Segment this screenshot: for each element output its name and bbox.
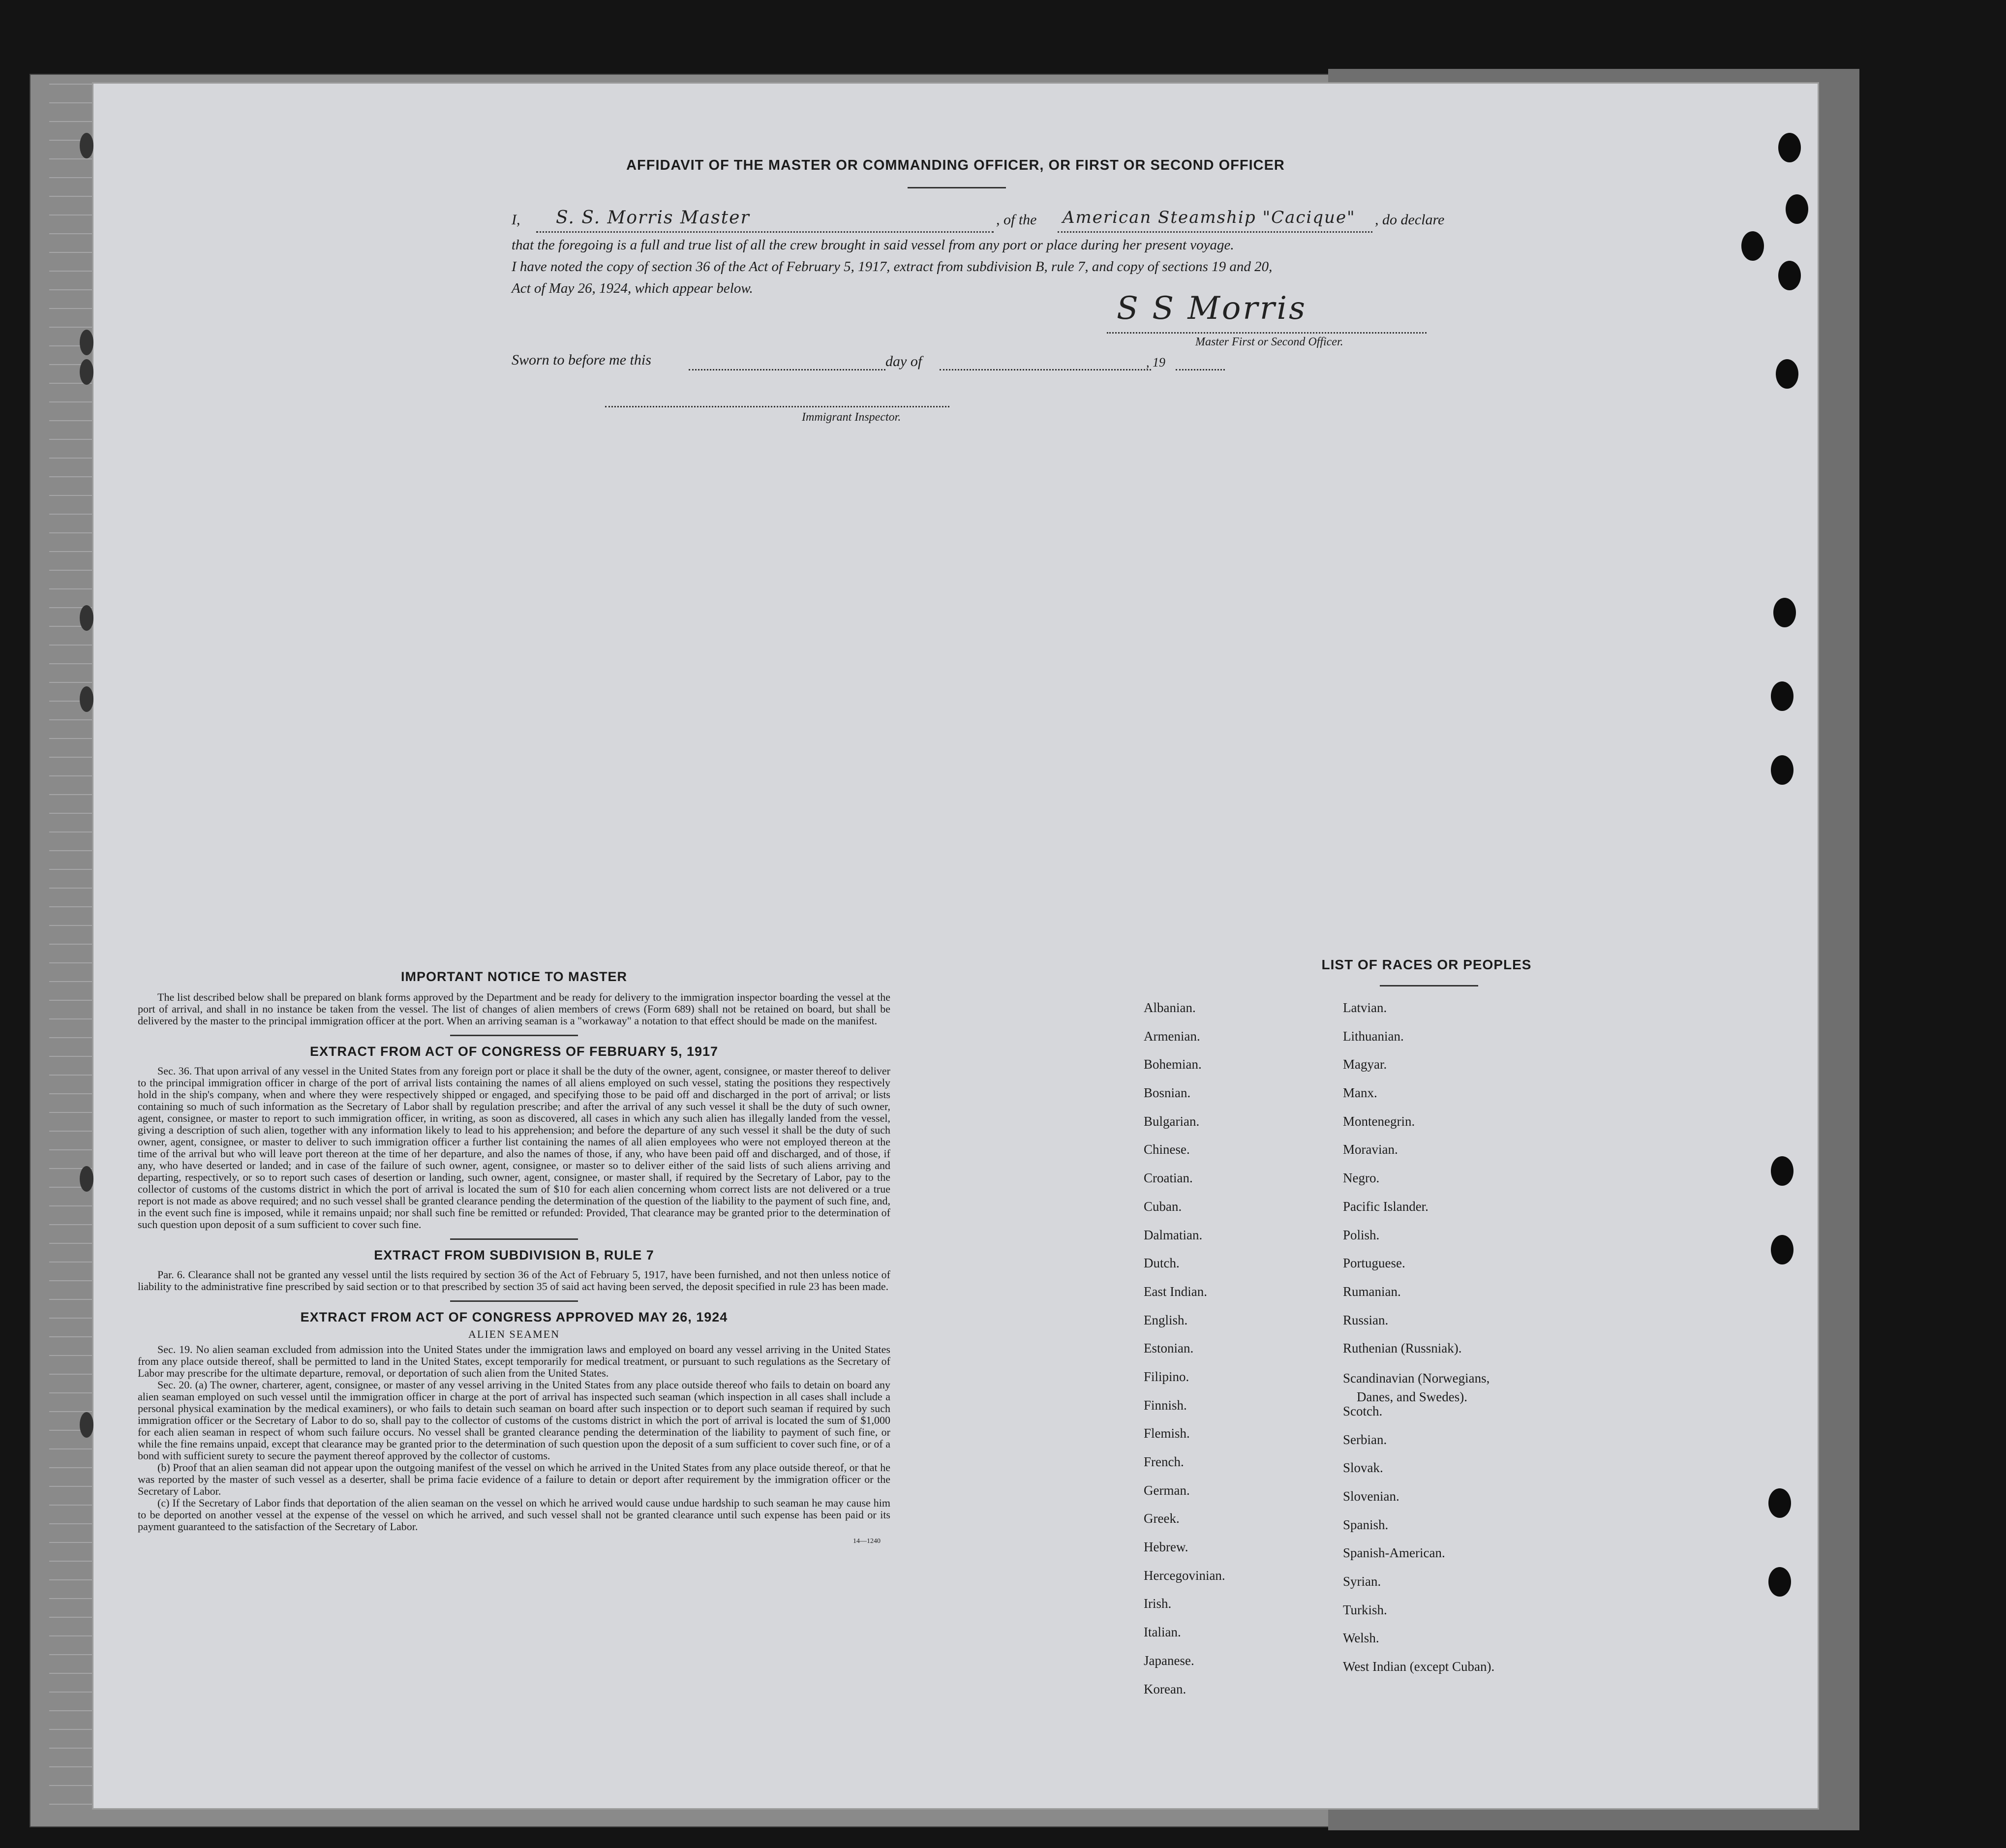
divider	[450, 1035, 578, 1036]
race-item: Spanish.	[1343, 1517, 1389, 1532]
vessel-underline	[1058, 231, 1372, 233]
vessel-name-field: American Steamship "Cacique"	[1063, 208, 1356, 227]
affidavit-line2: that the foregoing is a full and true list of all the crew brought in said vessel from any port or place during her present voyage.	[512, 237, 1234, 253]
title-divider	[908, 187, 1006, 188]
day-of-text: day of	[885, 353, 922, 370]
punch-hole	[1776, 359, 1798, 389]
race-item: English.	[1144, 1312, 1188, 1327]
extract3-sec20c: (c) If the Secretary of Labor finds that deportation of the alien seaman on the vessel on which he arrived would cause undue hardship to such seaman he may cause him to be deported on another vessel at the expense of the vessel on which he arrived, and such vessel shall not be granted clearance until such expense has been paid or its payment guaranteed to the satisfaction of the Secretary of Labor.	[138, 1497, 890, 1533]
race-item: Japanese.	[1144, 1653, 1194, 1668]
extract3-sec19: Sec. 19. No alien seaman excluded from admission into the United States under the immigration laws and employed on board any vessel arriving in the United States from any place outside thereof, shall be permitted to land in the United States, except temporarily for medical treatment, or pursuant to such regulations as the Secretary of Labor may prescribe for the ultimate departure, removal, or deportation of such alien from the United States.	[138, 1343, 890, 1379]
race-item: Cuban.	[1144, 1199, 1182, 1214]
race-item: Dalmatian.	[1144, 1227, 1203, 1242]
race-item: Serbian.	[1343, 1432, 1387, 1447]
punch-hole	[80, 359, 93, 385]
notice-title: IMPORTANT NOTICE TO MASTER	[401, 969, 627, 984]
race-item: Croatian.	[1144, 1170, 1193, 1186]
race-item: Russian.	[1343, 1312, 1389, 1327]
race-item: Polish.	[1343, 1227, 1380, 1242]
signature-caption: Master First or Second Officer.	[1195, 336, 1343, 348]
race-item: Hebrew.	[1144, 1540, 1188, 1555]
year-line	[1176, 369, 1225, 370]
punch-hole	[80, 605, 93, 631]
form-number: 14—1240	[853, 1538, 881, 1545]
race-item: Spanish-American.	[1343, 1545, 1445, 1561]
race-item: Estonian.	[1144, 1341, 1194, 1356]
races-left-column	[1144, 994, 1331, 1703]
races-title: LIST OF RACES OR PEOPLES	[1321, 957, 1532, 972]
race-item: Korean.	[1144, 1681, 1186, 1696]
punch-hole	[1771, 1235, 1793, 1264]
affidavit-line3: I have noted the copy of section 36 of the Act of February 5, 1917, extract from subdivision B, rule 7, and copy of sections 19 and 20,	[512, 259, 1273, 275]
race-item: Bosnian.	[1144, 1085, 1191, 1101]
inspector-caption: Immigrant Inspector.	[802, 411, 901, 424]
sworn-date-line	[689, 369, 885, 370]
extract2-body: Par. 6. Clearance shall not be granted any vessel until the lists required by section 36 of the Act of February 5, 1917, have been furnished, and not then unless notice of liability to the administrative fine prescribed by said section or to that prescribed by section 35 of said act having been served, the deposit specified in rule 23 has been made.	[138, 1268, 890, 1293]
race-item: Chinese.	[1144, 1142, 1190, 1157]
race-item: Rumanian.	[1343, 1284, 1401, 1299]
punch-hole	[1741, 231, 1764, 261]
races-right-column	[1343, 994, 1638, 1681]
race-item: French.	[1144, 1454, 1184, 1469]
race-item: Portuguese.	[1343, 1256, 1405, 1271]
race-item: Montenegrin.	[1343, 1113, 1415, 1129]
punch-hole	[1773, 598, 1796, 627]
race-item: Danes, and Swedes).	[1357, 1389, 1467, 1404]
race-item: Albanian.	[1144, 1000, 1196, 1015]
master-name-underline	[536, 231, 994, 233]
race-item: Syrian.	[1343, 1574, 1381, 1589]
extract1-body: Sec. 36. That upon arrival of any vessel in the United States from any foreign port or place it shall be the duty of the owner, agent, consignee, or master thereof to deliver to the principal immigration officer in charge of the port of arrival lists containing the names of all aliens employed on such vessel, stating the positions they respectively hold in the ship's company, when and where they were respectively shipped or engaged, and specifying those to be paid off and discharged in the port of arrival; or lists containing so much of such information as the Secretary of Labor shall by regulation prescribe; and after the arrival of any such vessel it shall be the duty of such owner, agent, consignee, or master to report to such immigration officer, in writing, as soon as discovered, all cases in which any such alien has illegally landed from the vessel, giving a description of such alien, together with any information likely to lead to his apprehension; and before the departure of any such vessel it shall be the duty of such owner, agent, consignee, or master to deliver to such immigration officer a further list containing the names of all alien employees who were not employed thereon at the time of the arrival but who will leave port thereon at the time of her departure, and also the names of those, if any, who have been paid off and discharged, and of those, if any, who have deserted or landed; and in case of the failure of such owner, agent, consignee, or master so to deliver either of the said lists of such aliens arriving and departing, respectively, or so to report such cases of desertion or landing, such owner, agent, consignee, or master shall, if required by the Secretary of Labor, pay to the collector of customs of the customs district in which the port of arrival is located the sum of $10 for each alien concerning whom correct lists are not delivered or a true report is not made as above required; and no such vessel shall be granted clearance pending the determination of the question of the liability to the payment of such fine, and, in the event such fine is imposed, while it remains unpaid; nor shall such fine be remitted or refunded: Provided, That clearance may be granted prior to the determination of such question upon deposit of a sum sufficient to cover such fine.	[138, 1065, 890, 1231]
notice-body: The list described below shall be prepared on blank forms approved by the Department and be ready for delivery to the immigration inspector boarding the vessel at the port of arrival, and shall in no instance be taken from the vessel. The list of changes of alien members of crews (Form 689) shall not be retained on board, but shall be delivered by the master to the principal immigration officer at the port. When an arriving seaman is a "workaway" a notation to that effect should be made on the manifest.	[138, 991, 890, 1027]
punch-hole	[80, 686, 93, 712]
extract3-subtitle: ALIEN SEAMEN	[468, 1328, 560, 1340]
affidavit-i: I,	[512, 212, 520, 228]
race-item: Filipino.	[1144, 1369, 1189, 1384]
race-item: Ruthenian (Russniak).	[1343, 1341, 1462, 1356]
race-item: Dutch.	[1144, 1256, 1180, 1271]
signature-line	[1107, 332, 1427, 334]
affidavit-line4: Act of May 26, 1924, which appear below.	[512, 280, 753, 296]
extract3-sec20b: (b) Proof that an alien seaman did not appear upon the outgoing manifest of the vessel on which he arrived in the United States from any place outside thereof, or that he was reported by the master of such vessel as a deserter, shall be prima facie evidence of a failure to detain or deport after requirement by the immigration officer or the Secretary of Labor.	[138, 1461, 890, 1497]
race-item: Welsh.	[1343, 1631, 1379, 1646]
punch-hole	[1786, 194, 1808, 224]
punch-hole	[1768, 1488, 1791, 1518]
extract2-title: EXTRACT FROM SUBDIVISION B, RULE 7	[374, 1248, 654, 1263]
race-item: Negro.	[1343, 1170, 1380, 1186]
punch-hole	[1771, 755, 1793, 785]
race-item: East Indian.	[1144, 1284, 1207, 1299]
divider	[450, 1238, 578, 1240]
affidavit-title: AFFIDAVIT OF THE MASTER OR COMMANDING OFFICER, OR FIRST OR SECOND OFFICER	[626, 157, 1285, 173]
do-declare-text: , do declare	[1375, 212, 1445, 228]
notice-section	[138, 969, 890, 1545]
race-item: Scandinavian (Norwegians,	[1343, 1370, 1490, 1386]
divider	[450, 1300, 578, 1302]
race-item: Greek.	[1144, 1511, 1180, 1526]
race-item: Magyar.	[1343, 1057, 1387, 1072]
of-the-text: , of the	[996, 212, 1037, 228]
races-divider	[1380, 985, 1478, 986]
race-item: Pacific Islander.	[1343, 1199, 1429, 1214]
extract3-title: EXTRACT FROM ACT OF CONGRESS APPROVED MAY 26, 1924	[300, 1310, 728, 1324]
race-item: Lithuanian.	[1343, 1028, 1404, 1044]
extract1-title: EXTRACT FROM ACT OF CONGRESS OF FEBRUARY 5, 1917	[309, 1044, 719, 1059]
punch-hole	[1771, 1156, 1793, 1186]
race-item: Armenian.	[1144, 1028, 1200, 1044]
race-item: Finnish.	[1144, 1397, 1187, 1413]
master-name-field: S. S. Morris Master	[556, 208, 750, 228]
race-item: Latvian.	[1343, 1000, 1387, 1015]
race-item: Italian.	[1144, 1625, 1181, 1640]
race-item: Irish.	[1144, 1596, 1172, 1611]
race-item: Manx.	[1343, 1085, 1377, 1101]
race-item: West Indian (except Cuban).	[1343, 1659, 1495, 1674]
race-item: Turkish.	[1343, 1602, 1387, 1617]
extract3-sec20a: Sec. 20. (a) The owner, charterer, agent, consignee, or master of any vessel arriving in the United States from any place outside thereof who fails to detain on board any alien seaman employed on such vessel until the immigration officer in charge at the port of arrival has inspected such seaman (which inspection in all cases shall include a personal physical examination by the medical examiners), or who fails to detain such seaman on board after such inspection or to deport such seaman if required by such immigration officer or the Secretary of Labor to do so, shall pay to the collector of customs of the customs district in which the port of arrival is located the sum of $1,000 for each alien seaman in respect of whom such failure occurs. No vessel shall be granted clearance pending the determination of the liability to payment of such fine, or while the fine remains unpaid, except that clearance may be granted prior to the determination of such question upon the deposit of a sum sufficient to cover such fine, or of a bond with sufficient surety to secure the payment thereof approved by the collector of customs.	[138, 1379, 890, 1462]
master-signature: S S Morris	[1117, 290, 1307, 327]
punch-hole	[1771, 681, 1793, 711]
affidavit-line1	[512, 208, 1574, 236]
race-item: Bulgarian.	[1144, 1113, 1200, 1129]
punch-hole	[1778, 261, 1801, 290]
race-item: Slovak.	[1343, 1460, 1383, 1476]
year-text: , 19	[1146, 355, 1165, 370]
inspector-signature-line	[605, 406, 949, 407]
race-item: Slovenian.	[1343, 1489, 1399, 1504]
punch-hole	[1768, 1567, 1791, 1597]
race-item: Hercegovinian.	[1144, 1568, 1225, 1583]
punch-hole	[80, 133, 93, 158]
punch-hole	[80, 1412, 93, 1438]
race-item: Scotch.	[1343, 1403, 1383, 1418]
race-item: Moravian.	[1343, 1142, 1398, 1157]
punch-hole	[80, 1166, 93, 1192]
race-item: Bohemian.	[1144, 1057, 1202, 1072]
sworn-text: Sworn to before me this	[512, 352, 651, 368]
punch-hole	[80, 330, 93, 355]
sworn-month-line	[940, 369, 1151, 370]
race-item: Flemish.	[1144, 1426, 1190, 1441]
document-page	[93, 84, 1818, 1808]
race-item: German.	[1144, 1482, 1190, 1498]
